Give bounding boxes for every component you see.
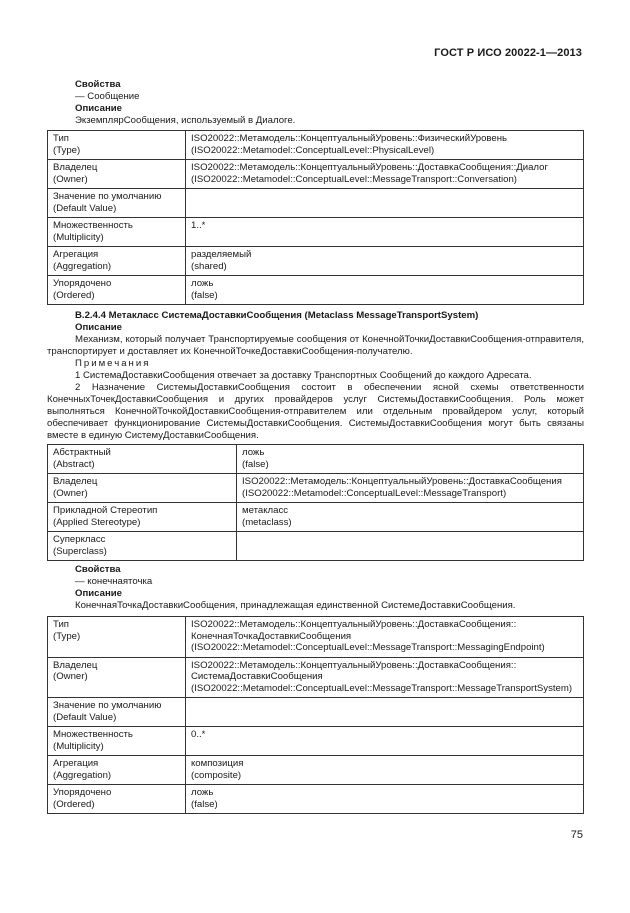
section-heading: B.2.4.4 Метакласс СистемаДоставкиСообщения (Metaclass MessageTransportSystem)	[75, 310, 479, 321]
row-value: 1..*	[186, 218, 584, 247]
table-row	[48, 247, 584, 276]
row-value: ISO20022::Метамодель::КонцептуальныйУровень::ДоставкаСообщения:: КонечнаяТочкаДоставкиСообщения (ISO20022::Metamodel::ConceptualLevel::MessageTransport::MessagingEndpoint)	[186, 617, 584, 658]
row-label: Абстрактный (Abstract)	[48, 445, 237, 474]
row-value	[186, 189, 584, 218]
row-label: Упорядочено (Ordered)	[48, 276, 186, 305]
row-value	[186, 698, 584, 727]
row-label: Прикладной Стереотип (Applied Stereotype)	[48, 503, 237, 532]
note-2: 2 Назначение СистемыДоставкиСообщения состоит в обеспечении ясной схемы ответственности КонечныхТочекДоставкиСообщения и других провайдеров услуг СистемыДоставкиСообщения. Роль может выполняться КонечнойТочкойДоставкиСообщения-отправителем или отдельным провайдером услуг, который обеспечивает функционирование СистемыДоставкиСообщения. СистемыДоставкиСообщения могут быть связаны вместе в единую СистемуДоставкиСообщения.	[47, 382, 584, 441]
table-row	[48, 698, 584, 727]
row-label: Множественность (Multiplicity)	[48, 218, 186, 247]
row-value: ISO20022::Метамодель::КонцептуальныйУровень::ДоставкаСообщения:: СистемаДоставкиСообщения (ISO20022::Metamodel::ConceptualLevel::MessageTransport::MessageTransportSystem)	[186, 657, 584, 698]
property-table-message	[47, 130, 584, 305]
row-label: Владелец (Owner)	[48, 474, 237, 503]
row-label: Множественность (Multiplicity)	[48, 727, 186, 756]
row-value: ложь (false)	[186, 785, 584, 814]
row-label: Владелец (Owner)	[48, 160, 186, 189]
table-row	[48, 756, 584, 785]
row-label: Агрегация (Aggregation)	[48, 247, 186, 276]
row-value	[237, 532, 584, 561]
row-label: Суперкласс (Superclass)	[48, 532, 237, 561]
row-value: ISO20022::Метамодель::КонцептуальныйУровень::ДоставкаСообщения::Диалог (ISO20022::Metamodel::ConceptualLevel::MessageTransport::Conversation)	[186, 160, 584, 189]
paragraph: Механизм, который получает Транспортируемые сообщения от КонечнойТочкиДоставкиСообщения-отправителя, транспортирует и доставляет их КонечнойТочкеДоставкиСообщения-получателю.	[47, 334, 584, 357]
description-title: Описание	[75, 103, 122, 114]
metaclass-table	[47, 444, 584, 561]
property-item: — Сообщение	[75, 91, 140, 102]
table-row	[48, 727, 584, 756]
section-metaclass	[47, 310, 584, 442]
table-row	[48, 617, 584, 658]
row-label: Значение по умолчанию (Default Value)	[48, 189, 186, 218]
table-row	[48, 131, 584, 160]
row-label: Агрегация (Aggregation)	[48, 756, 186, 785]
note-1: 1 СистемаДоставкиСообщения отвечает за доставку Транспортных Сообщений до каждого Адресата.	[75, 370, 532, 381]
table-row	[48, 160, 584, 189]
description-text: КонечнаяТочкаДоставкиСообщения, принадлежащая единственной СистемеДоставкиСообщения.	[75, 600, 516, 611]
row-label: Тип (Type)	[48, 617, 186, 658]
row-label: Тип (Type)	[48, 131, 186, 160]
row-value: разделяемый (shared)	[186, 247, 584, 276]
row-value: композиция (composite)	[186, 756, 584, 785]
description-title: Описание	[75, 322, 122, 333]
table-row	[48, 445, 584, 474]
row-value: метакласс (metaclass)	[237, 503, 584, 532]
note-label: Примечания	[75, 358, 151, 369]
description-title: Описание	[75, 588, 122, 599]
property-block-message	[47, 79, 584, 127]
table-row	[48, 532, 584, 561]
row-value: ISO20022::Метамодель::КонцептуальныйУровень::ДоставкаСообщения (ISO20022::Metamodel::ConceptualLevel::MessageTransport)	[237, 474, 584, 503]
row-value: ложь (false)	[237, 445, 584, 474]
property-item: — конечнаяточка	[75, 576, 153, 587]
standard-header: ГОСТ Р ИСО 20022-1—2013	[434, 47, 582, 59]
property-block-endpoint	[47, 564, 584, 612]
page-number: 75	[570, 829, 583, 841]
row-value: ложь (false)	[186, 276, 584, 305]
table-row	[48, 218, 584, 247]
row-label: Владелец (Owner)	[48, 657, 186, 698]
properties-title: Свойства	[75, 564, 121, 575]
table-row	[48, 503, 584, 532]
table-row	[48, 276, 584, 305]
table-row	[48, 474, 584, 503]
row-label: Значение по умолчанию (Default Value)	[48, 698, 186, 727]
property-table-endpoint	[47, 616, 584, 814]
table-row	[48, 657, 584, 698]
table-row	[48, 189, 584, 218]
row-label: Упорядочено (Ordered)	[48, 785, 186, 814]
description-text: ЭкземплярСообщения, используемый в Диалоге.	[75, 115, 296, 126]
row-value: ISO20022::Метамодель::КонцептуальныйУровень::ФизическийУровень (ISO20022::Metamodel::ConceptualLevel::PhysicalLevel)	[186, 131, 584, 160]
row-value: 0..*	[186, 727, 584, 756]
table-row	[48, 785, 584, 814]
properties-title: Свойства	[75, 79, 121, 90]
